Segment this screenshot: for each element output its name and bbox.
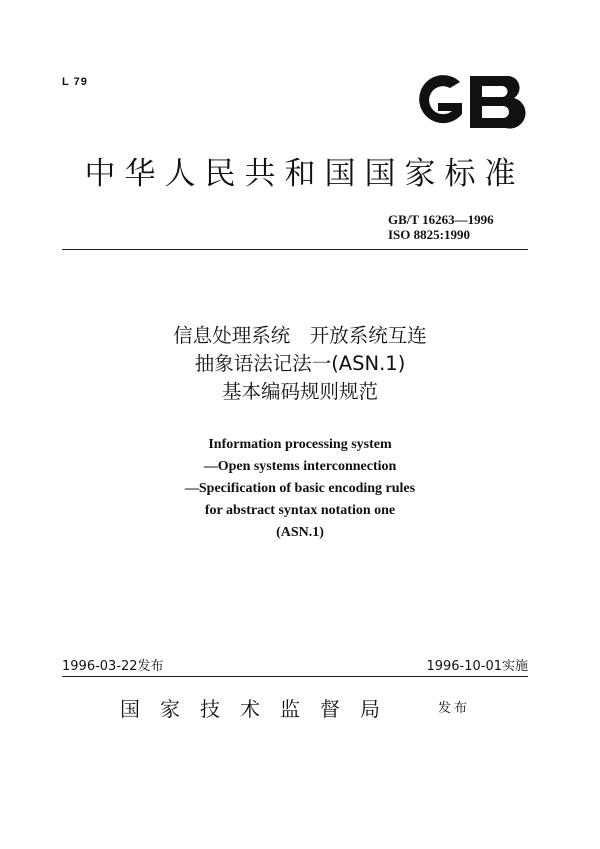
- gb-number: GB/T 16263—1996: [388, 212, 494, 227]
- chinese-title: [0, 322, 600, 406]
- english-title-line: for abstract syntax notation one: [204, 503, 396, 518]
- implementation-date: 1996-10-01实施: [426, 659, 528, 674]
- logo-text: GB: [402, 70, 404, 71]
- issue-label: 发布: [438, 701, 471, 716]
- release-date: 1996-03-22发布: [62, 659, 164, 674]
- iso-number: ISO 8825:1990: [388, 227, 470, 242]
- issuing-authority: 国家技术监督局: [120, 697, 400, 721]
- classification-code: L 79: [62, 76, 88, 88]
- english-title-line: Information processing system: [208, 437, 392, 452]
- gb-logo: [402, 70, 532, 134]
- chinese-title-line: 抽象语法记法一(ASN.1): [194, 352, 406, 375]
- chinese-title-line: 信息处理系统 开放系统互连: [173, 324, 427, 347]
- english-title: [0, 434, 600, 544]
- footer-divider: [62, 676, 528, 677]
- english-title-line: —Specification of basic encoding rules: [184, 481, 416, 496]
- chinese-title-line: 基本编码规则规范: [221, 380, 378, 403]
- english-title-line: —Open systems interconnection: [203, 459, 397, 474]
- standard-name: 中华人民共和国国家标准: [84, 156, 525, 192]
- header-divider: [62, 249, 528, 250]
- standard-numbers: [388, 212, 494, 242]
- english-title-line: (ASN.1): [276, 525, 324, 540]
